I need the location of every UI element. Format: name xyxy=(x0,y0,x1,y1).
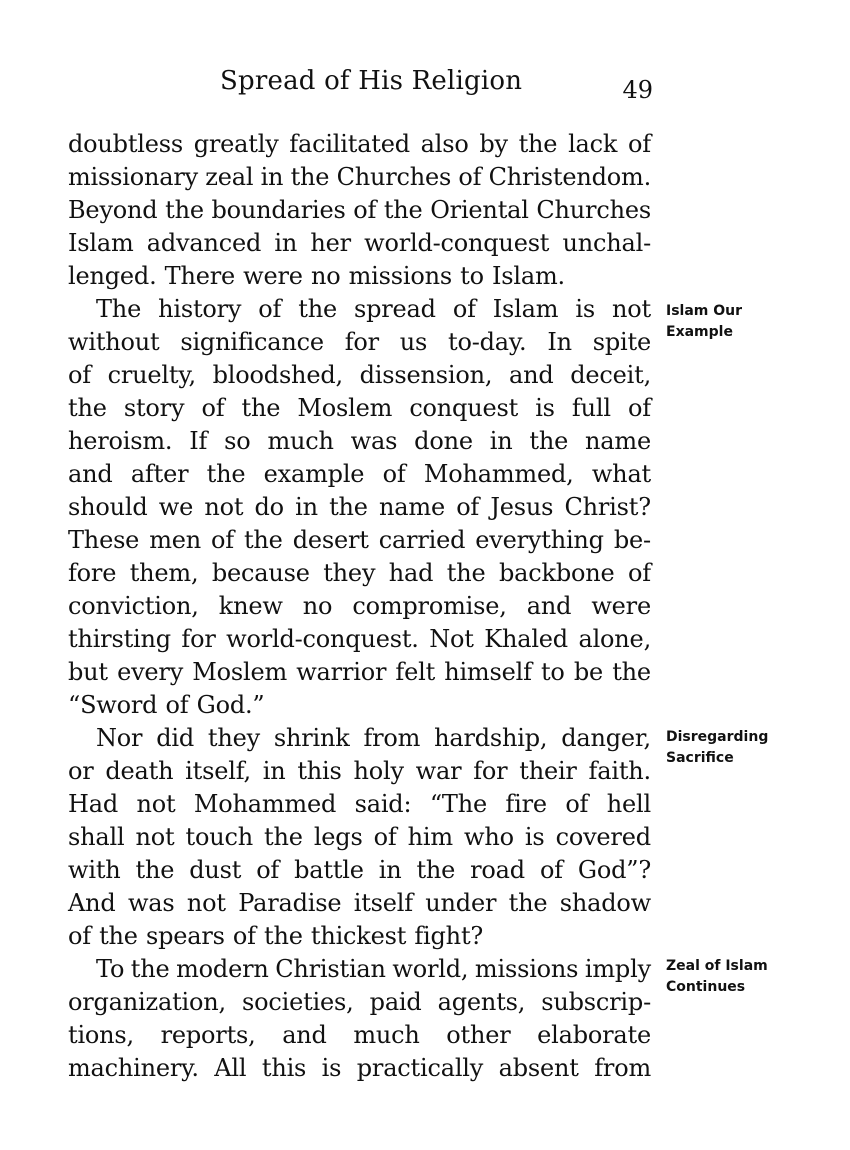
word: lack xyxy=(568,130,618,158)
word: not xyxy=(135,823,175,851)
word: facilitated xyxy=(289,130,410,158)
word: organization, xyxy=(68,988,226,1016)
word: of xyxy=(565,790,589,818)
text-line xyxy=(68,359,651,392)
word: practically xyxy=(356,1054,484,1082)
sidenote-islam-our-example xyxy=(666,301,826,343)
word: the xyxy=(241,394,281,422)
word: and xyxy=(282,1021,327,1049)
word: of xyxy=(452,295,476,323)
word: Khaled xyxy=(484,625,568,653)
sidenote-line: Zeal of Islam xyxy=(666,958,768,974)
word: to xyxy=(540,658,565,686)
word: boundaries xyxy=(211,196,346,224)
word: death xyxy=(105,757,174,785)
word: everything xyxy=(475,526,604,554)
word: alone, xyxy=(578,625,651,653)
word: the xyxy=(206,460,246,488)
word: God”? xyxy=(577,856,651,884)
word: reports, xyxy=(160,1021,256,1049)
word: Islam xyxy=(492,295,559,323)
word: missionary xyxy=(68,163,198,191)
word: in xyxy=(378,856,402,884)
word: in xyxy=(260,163,284,191)
word: doubtless xyxy=(68,130,183,158)
word: him xyxy=(407,823,453,851)
word: All xyxy=(214,1054,247,1082)
word: road xyxy=(470,856,525,884)
word: they xyxy=(207,724,260,752)
text-line xyxy=(68,821,651,854)
word: so xyxy=(224,427,251,455)
word: is xyxy=(575,295,595,323)
word: should xyxy=(68,493,148,521)
word: because xyxy=(211,559,310,587)
word: unchal- xyxy=(562,229,651,257)
word: There xyxy=(164,262,236,290)
word: world-conquest. xyxy=(226,625,419,653)
word: not xyxy=(611,295,651,323)
word: the xyxy=(298,295,337,323)
word: for xyxy=(344,328,379,356)
word: the xyxy=(529,427,569,455)
text-line xyxy=(68,491,651,524)
word: the xyxy=(264,823,303,851)
word: God.” xyxy=(196,691,265,719)
text-line xyxy=(68,1052,651,1085)
word: Mohammed, xyxy=(423,460,574,488)
word: paid xyxy=(369,988,422,1016)
word: is xyxy=(535,394,555,422)
word: this xyxy=(261,1054,307,1082)
word: of xyxy=(373,823,397,851)
word: the xyxy=(518,130,558,158)
sidenote-line: Disregarding xyxy=(666,729,769,745)
word: and xyxy=(509,361,554,389)
word: without xyxy=(68,328,160,356)
sidenote-zeal-of-islam-continues xyxy=(666,956,826,998)
word: them, xyxy=(129,559,199,587)
word: the xyxy=(329,493,368,521)
word: no xyxy=(302,592,333,620)
word: Paradise xyxy=(238,889,342,917)
word: of xyxy=(68,922,91,950)
text-line xyxy=(68,1019,651,1052)
word: much xyxy=(353,1021,420,1049)
word: conquest xyxy=(409,394,519,422)
word: were xyxy=(591,592,651,620)
word: were xyxy=(243,262,303,290)
word: of xyxy=(232,922,256,950)
word: shadow xyxy=(559,889,651,917)
word: societies, xyxy=(242,988,354,1016)
word: subscrip- xyxy=(541,988,651,1016)
word: to-day. xyxy=(448,328,527,356)
word: Mohammed xyxy=(193,790,337,818)
text-line xyxy=(68,326,651,359)
word: touch xyxy=(185,823,253,851)
word: missions xyxy=(348,262,452,290)
word: the xyxy=(383,196,423,224)
sidenote-line: Sacrifice xyxy=(666,750,734,766)
word: example xyxy=(263,460,365,488)
word: the xyxy=(135,856,175,884)
text-line xyxy=(68,392,651,425)
word: of xyxy=(456,493,480,521)
word: do xyxy=(254,493,284,521)
word: knew xyxy=(218,592,283,620)
word: of xyxy=(353,196,377,224)
word: was xyxy=(127,889,175,917)
word: Moslem xyxy=(297,394,393,422)
word: from xyxy=(594,1054,651,1082)
word: of xyxy=(201,394,225,422)
word: name xyxy=(379,493,445,521)
word: missions xyxy=(474,955,579,983)
word: world, xyxy=(392,955,469,983)
word: and xyxy=(526,592,572,620)
word: her xyxy=(310,229,351,257)
word: Nor xyxy=(96,724,143,752)
word: machinery. xyxy=(68,1054,199,1082)
sidenote-line: Example xyxy=(666,324,733,340)
word: hardship, xyxy=(434,724,548,752)
word: but xyxy=(68,658,108,686)
word: with xyxy=(68,856,121,884)
word: history xyxy=(158,295,242,323)
word: of xyxy=(539,856,563,884)
text-line xyxy=(68,854,651,887)
word: spite xyxy=(592,328,651,356)
word: And xyxy=(68,889,116,917)
word: of xyxy=(165,691,189,719)
word: what xyxy=(591,460,651,488)
word: deceit, xyxy=(570,361,651,389)
word: of xyxy=(627,559,651,587)
word: war xyxy=(415,757,462,785)
word: dust xyxy=(189,856,242,884)
text-line xyxy=(68,590,651,623)
word: in xyxy=(295,493,318,521)
word: of xyxy=(458,163,482,191)
running-head xyxy=(68,62,651,106)
word: of xyxy=(258,295,282,323)
word: other xyxy=(446,1021,511,1049)
word: Christian xyxy=(275,955,386,983)
word: Oriental xyxy=(430,196,529,224)
word: legs xyxy=(313,823,363,851)
text-line xyxy=(68,953,651,986)
word: fore xyxy=(68,559,117,587)
text-line xyxy=(68,755,651,788)
word: the xyxy=(130,955,170,983)
text-line xyxy=(68,227,651,260)
body-text xyxy=(68,128,651,1085)
word: by xyxy=(479,130,508,158)
word: their xyxy=(519,757,577,785)
word: they xyxy=(323,559,376,587)
sidenote-line: Continues xyxy=(666,979,746,995)
word: In xyxy=(547,328,572,356)
word: the xyxy=(99,922,138,950)
word: felt xyxy=(395,658,436,686)
text-line xyxy=(68,194,651,227)
word: elaborate xyxy=(537,1021,651,1049)
text-line xyxy=(68,161,651,194)
word: the xyxy=(243,526,283,554)
word: in xyxy=(274,229,298,257)
word: and xyxy=(68,460,113,488)
word: of xyxy=(211,526,234,554)
word: in xyxy=(489,427,513,455)
word: danger, xyxy=(561,724,651,752)
word: “Sword xyxy=(68,691,158,719)
text-line xyxy=(68,689,651,722)
word: for xyxy=(473,757,508,785)
word: of xyxy=(256,856,280,884)
word: of xyxy=(627,394,651,422)
word: Moslem xyxy=(192,658,288,686)
word: modern xyxy=(176,955,269,983)
word: thirsting xyxy=(68,625,171,653)
word: in xyxy=(262,757,286,785)
word: cruelty, xyxy=(107,361,196,389)
word: the xyxy=(508,889,548,917)
word: warrior xyxy=(296,658,387,686)
word: no xyxy=(310,262,341,290)
word: had xyxy=(388,559,434,587)
word: Churches xyxy=(536,196,651,224)
word: covered xyxy=(555,823,651,851)
text-line xyxy=(68,986,651,1019)
word: advanced xyxy=(146,229,262,257)
text-line xyxy=(68,260,651,293)
sidenote-disregarding-sacrifice xyxy=(666,727,826,769)
word: be- xyxy=(613,526,651,554)
word: heroism. xyxy=(68,427,173,455)
word: story xyxy=(123,394,185,422)
word: The xyxy=(96,295,142,323)
word: To xyxy=(96,955,125,983)
word: not xyxy=(204,493,244,521)
running-title: Spread of His Religion xyxy=(220,66,523,96)
word: “The xyxy=(429,790,487,818)
sidenote-line: Islam Our xyxy=(666,303,743,319)
word: who xyxy=(464,823,514,851)
word: desert xyxy=(292,526,369,554)
text-line xyxy=(68,656,651,689)
word: world-conquest xyxy=(364,229,550,257)
word: himself xyxy=(444,658,532,686)
word: this xyxy=(297,757,342,785)
word: be xyxy=(573,658,604,686)
word: after xyxy=(130,460,189,488)
word: These xyxy=(68,526,140,554)
word: full xyxy=(571,394,611,422)
word: tions, xyxy=(68,1021,134,1049)
text-line xyxy=(68,788,651,821)
word: imply xyxy=(584,955,651,983)
word: zeal xyxy=(205,163,254,191)
text-line xyxy=(68,425,651,458)
word: compromise, xyxy=(352,592,507,620)
word: greatly xyxy=(193,130,279,158)
word: not xyxy=(186,889,226,917)
word: the xyxy=(416,856,456,884)
word: Had xyxy=(68,790,119,818)
word: not xyxy=(136,790,176,818)
text-line xyxy=(68,887,651,920)
word: Churches xyxy=(336,163,452,191)
word: absent xyxy=(498,1054,579,1082)
word: lenged. xyxy=(68,262,157,290)
text-line xyxy=(68,623,651,656)
word: of xyxy=(68,361,91,389)
word: spears xyxy=(145,922,225,950)
word: Christ? xyxy=(564,493,651,521)
word: carried xyxy=(378,526,466,554)
word: significance xyxy=(180,328,324,356)
word: the xyxy=(290,163,330,191)
word: fire xyxy=(505,790,547,818)
word: agents, xyxy=(437,988,526,1016)
word: of xyxy=(627,130,651,158)
word: shrink xyxy=(273,724,350,752)
word: under xyxy=(425,889,497,917)
word: the xyxy=(264,922,303,950)
word: from xyxy=(363,724,421,752)
word: Islam. xyxy=(492,262,565,290)
word: also xyxy=(420,130,469,158)
word: we xyxy=(158,493,194,521)
word: Christendom. xyxy=(488,163,651,191)
word: the xyxy=(68,394,107,422)
word: us xyxy=(399,328,428,356)
word: for xyxy=(181,625,216,653)
word: bloodshed, xyxy=(212,361,343,389)
word: men xyxy=(149,526,202,554)
page-number: 49 xyxy=(622,76,653,104)
word: thickest xyxy=(310,922,407,950)
word: faith. xyxy=(588,757,651,785)
word: hell xyxy=(606,790,651,818)
word: dissension, xyxy=(359,361,493,389)
word: the xyxy=(446,559,486,587)
word: Islam xyxy=(68,229,134,257)
text-line xyxy=(68,293,651,326)
word: Jesus xyxy=(490,493,554,521)
word: did xyxy=(156,724,195,752)
text-line xyxy=(68,920,651,953)
word: done xyxy=(414,427,473,455)
word: itself, xyxy=(185,757,251,785)
word: was xyxy=(350,427,398,455)
word: conviction, xyxy=(68,592,199,620)
text-line xyxy=(68,524,651,557)
word: itself xyxy=(353,889,413,917)
word: the xyxy=(612,658,651,686)
word: battle xyxy=(294,856,364,884)
word: every xyxy=(117,658,184,686)
word: Beyond xyxy=(68,196,158,224)
word: is xyxy=(524,823,545,851)
text-line xyxy=(68,128,651,161)
word: much xyxy=(267,427,334,455)
word: name xyxy=(585,427,651,455)
word: or xyxy=(68,757,94,785)
word: said: xyxy=(354,790,412,818)
word: is xyxy=(321,1054,342,1082)
text-line xyxy=(68,722,651,755)
word: of xyxy=(382,460,406,488)
word: spread xyxy=(353,295,436,323)
word: backbone xyxy=(498,559,615,587)
word: the xyxy=(165,196,204,224)
word: to xyxy=(460,262,484,290)
word: fight? xyxy=(414,922,484,950)
text-line xyxy=(68,557,651,590)
word: holy xyxy=(353,757,404,785)
text-line xyxy=(68,458,651,491)
word: Not xyxy=(429,625,474,653)
word: shall xyxy=(68,823,125,851)
word: If xyxy=(189,427,208,455)
